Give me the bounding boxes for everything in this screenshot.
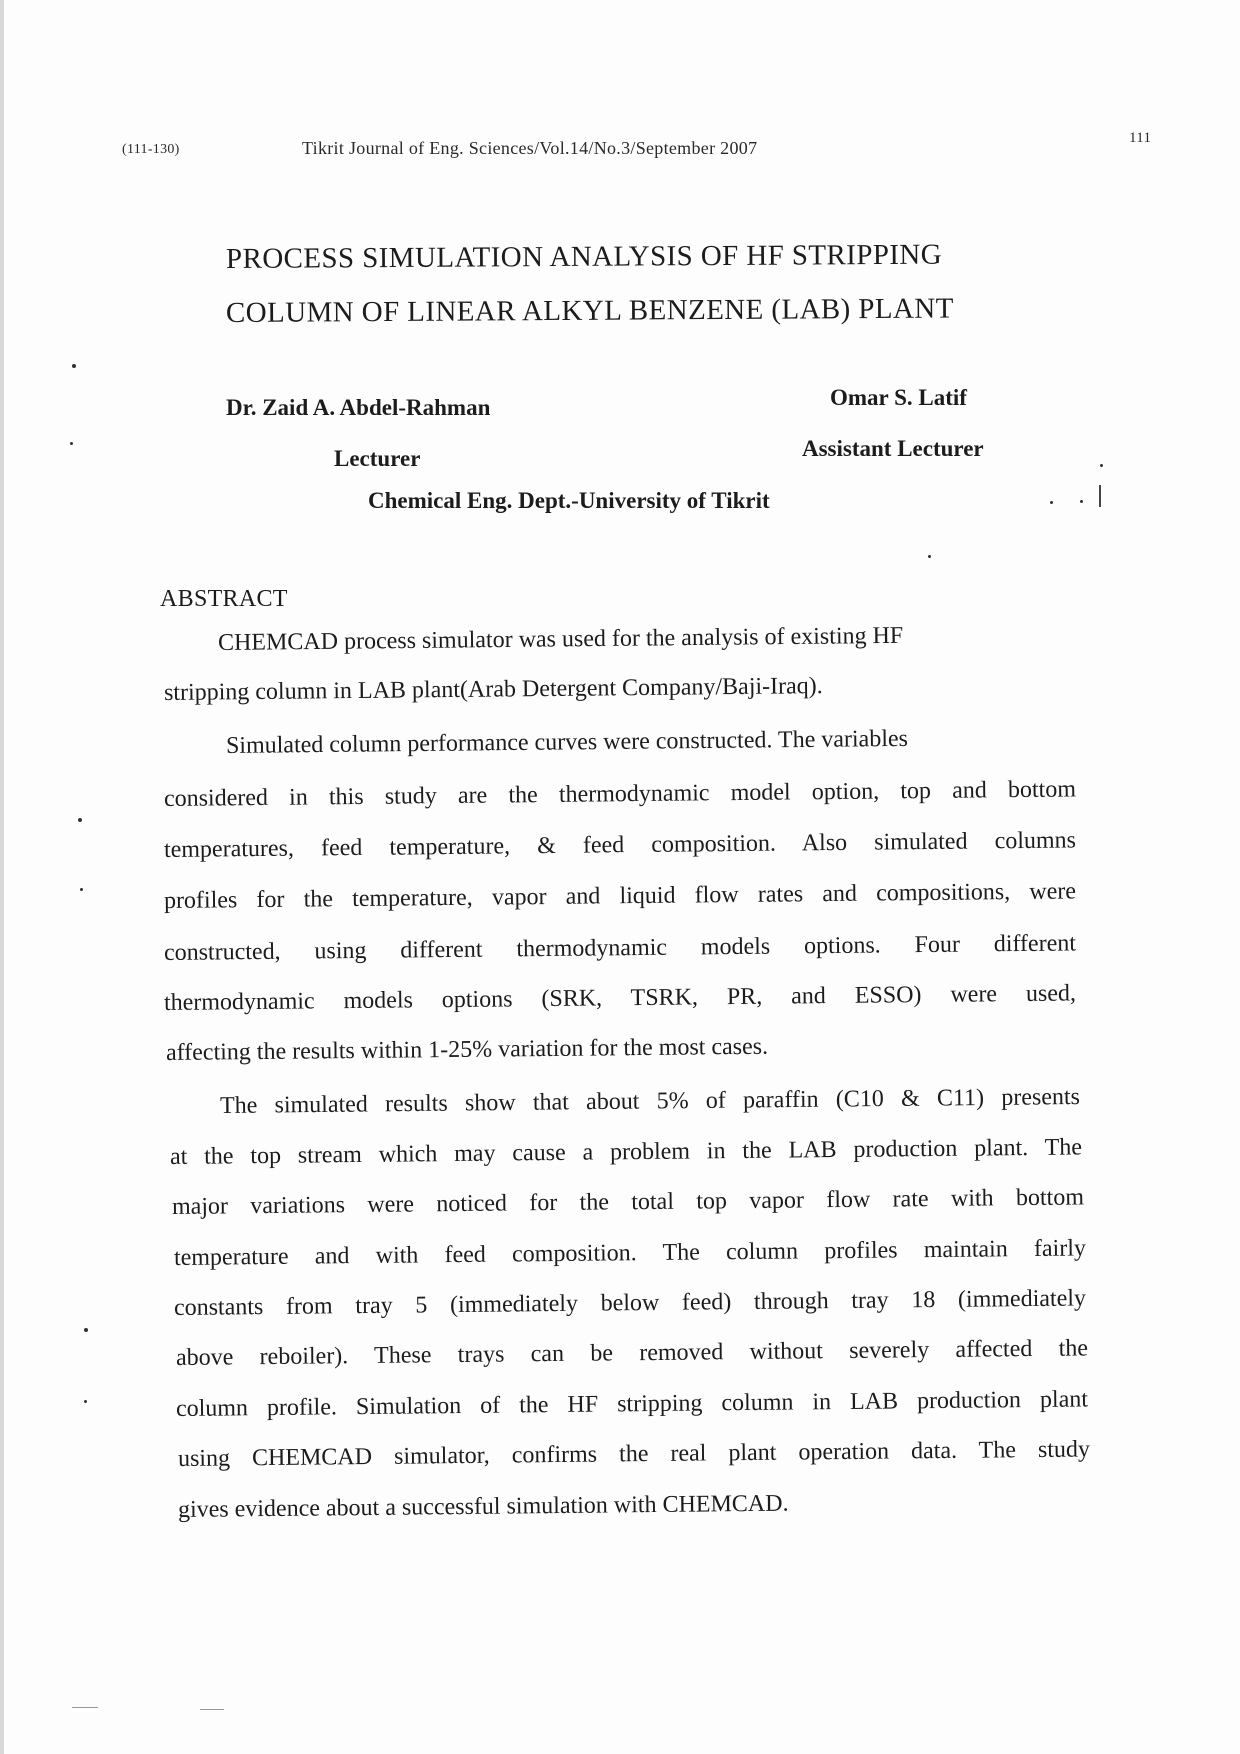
scan-speck xyxy=(1080,500,1083,503)
scan-mark xyxy=(200,1709,224,1710)
abstract-line: profiles for the temperature, vapor and liquid flow rates and compositions, were xyxy=(163,878,1077,914)
author-1-position: Lecturer xyxy=(334,446,421,471)
abstract-line: using CHEMCAD simulator, confirms the real plant operation data. The study xyxy=(177,1436,1091,1472)
scan-speck xyxy=(1050,501,1053,504)
page-number: 111 xyxy=(1129,130,1152,146)
scan-speck xyxy=(70,442,73,445)
abstract-line: constructed, using different thermodynamic models options. Four different xyxy=(163,930,1077,966)
author-2-name: Omar S. Latif xyxy=(830,385,967,410)
abstract-line: column profile. Simulation of the HF stripping column in LAB production plant xyxy=(175,1386,1089,1422)
paper-title-line-2: COLUMN OF LINEAR ALKYL BENZENE (LAB) PLANT xyxy=(225,292,954,329)
scan-speck xyxy=(72,364,76,368)
paper-title-line-1: PROCESS SIMULATION ANALYSIS OF HF STRIPPING xyxy=(225,238,943,275)
author-1-name: Dr. Zaid A. Abdel-Rahman xyxy=(226,395,491,420)
affiliation: Chemical Eng. Dept.-University of Tikrit xyxy=(368,488,770,513)
scan-speck xyxy=(80,888,83,891)
page-range: (111-130) xyxy=(122,142,180,157)
scan-mark xyxy=(72,1707,98,1708)
abstract-line: CHEMCAD process simulator was used for the analysis of existing HF xyxy=(217,622,904,656)
scan-speck xyxy=(1100,464,1103,467)
abstract-line: Simulated column performance curves were constructed. The variables xyxy=(225,725,909,759)
abstract-line: major variations were noticed for the total top vapor flow rate with bottom xyxy=(171,1184,1085,1220)
scan-mark xyxy=(1099,485,1101,507)
scan-edge-shadow xyxy=(0,0,4,1754)
abstract-line: affecting the results within 1-25% variation for the most cases. xyxy=(165,1033,769,1066)
abstract-line: thermodynamic models options (SRK, TSRK, PR, and ESSO) were used, xyxy=(163,980,1077,1016)
abstract-line: The simulated results show that about 5% of paraffin (C10 & C11) presents xyxy=(219,1083,1081,1119)
abstract-line: above reboiler). These trays can be removed without severely affected the xyxy=(175,1335,1089,1371)
journal-citation: Tikrit Journal of Eng. Sciences/Vol.14/No.3/September 2007 xyxy=(302,138,758,158)
abstract-line: temperatures, feed temperature, & feed composition. Also simulated columns xyxy=(163,827,1077,863)
abstract-heading: ABSTRACT xyxy=(160,586,288,612)
scan-speck xyxy=(78,818,82,822)
abstract-line: at the top stream which may cause a problem in the LAB production plant. The xyxy=(169,1134,1083,1170)
scan-speck xyxy=(84,1400,87,1403)
abstract-line: considered in this study are the thermodynamic model option, top and bottom xyxy=(163,776,1077,812)
scan-speck xyxy=(84,1328,88,1332)
abstract-line: gives evidence about a successful simulation with CHEMCAD. xyxy=(177,1490,789,1523)
author-2-position: Assistant Lecturer xyxy=(802,436,984,461)
abstract-line: constants from tray 5 (immediately below feed) through tray 18 (immediately xyxy=(173,1285,1087,1321)
abstract-line: stripping column in LAB plant(Arab Detergent Company/Baji-Iraq). xyxy=(163,673,823,706)
abstract-line: temperature and with feed composition. The column profiles maintain fairly xyxy=(173,1235,1087,1271)
scan-speck xyxy=(928,555,931,558)
running-header xyxy=(0,130,1240,164)
